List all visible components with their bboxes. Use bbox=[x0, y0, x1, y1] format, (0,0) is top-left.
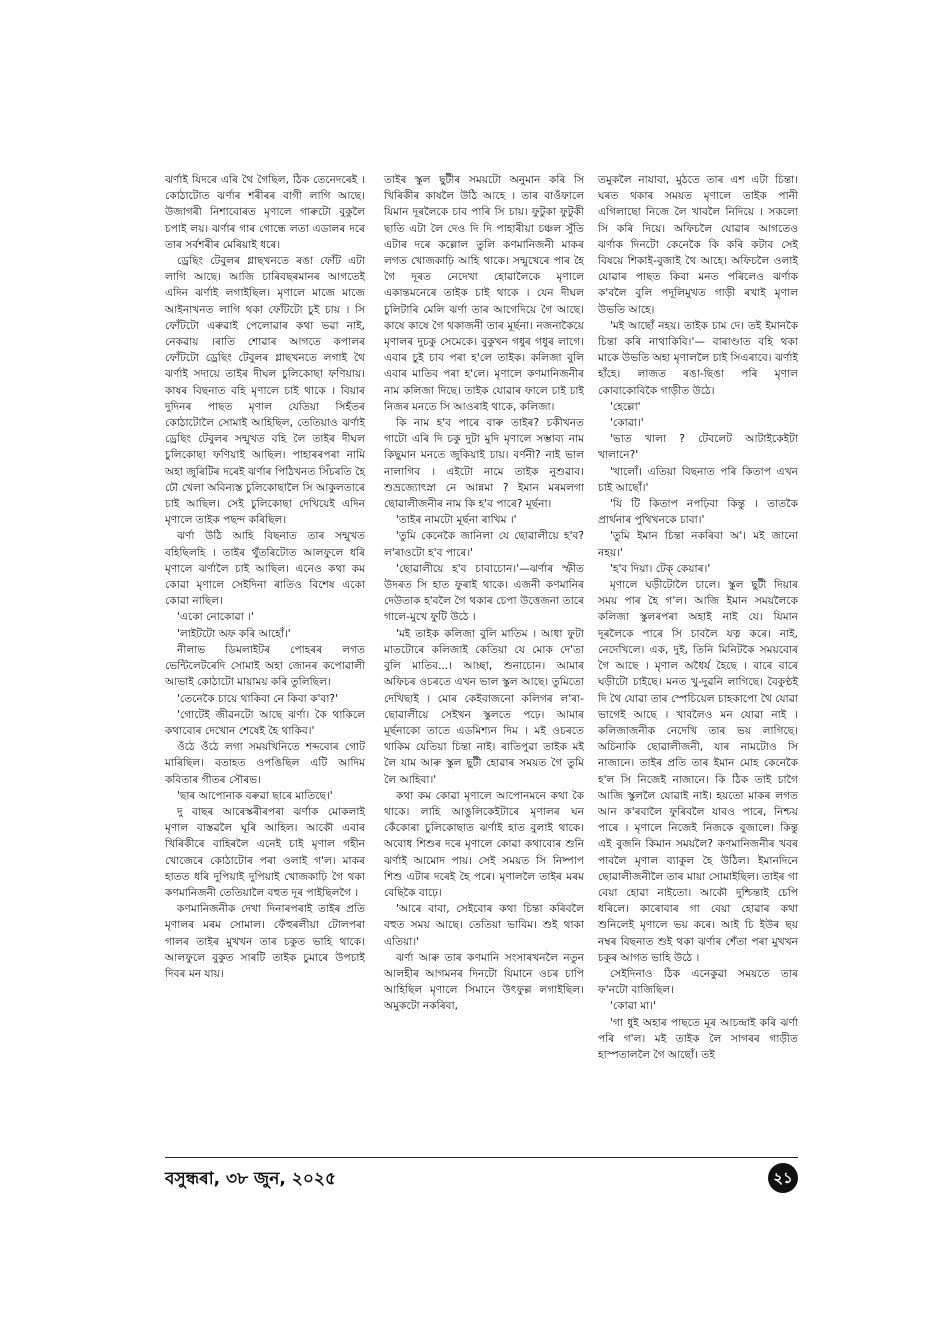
issue-date: ৩৮ জুন, ২০২৫ bbox=[226, 1169, 336, 1189]
article-paragraph: 'কোৱা মা।' bbox=[610, 1000, 656, 1013]
article-paragraph: 'ছাৰ আপোনাক বৰুৱা ছাৰে মাতিছে।' bbox=[177, 789, 333, 802]
magazine-name: বসুন্ধৰা, bbox=[165, 1169, 221, 1189]
article-paragraph: ড্ৰেছিং টেবুলৰ গ্লাছখনতে ৰঙা ফোঁট এটা লাগি আছে। আজি চাৰিবছৰমানৰ আগতেই এদিন ঝৰ্ণাই লগাইছিল। মৃণালে মাজে মাজে আইনাখনত লাগি থকা ফোঁটটো চুই চায় । সি ফোঁটটো এৰুৱাই পেলোৱাৰ কথা ভৱা নাই, নেকৱায় ।ৰাতি শোৱাৰ আগতে কপালৰ ফোঁটটো ড্ৰেছিং টেবুলৰ গ্লাছখনতে লগাই থৈ ঝৰ্ণাই সদায়ে তাইৰ দীঘল চুলিকোছা ফণিয়ায়। কাষৰ বিছনাত বহি মৃণালে চাই থাকে । বিয়াৰ দুদিনৰ পাছত মৃণাল যেতিয়া সিহঁতৰ কোঠাটোলৈ সোমাই আহিছিল, তেতিয়াও ঝৰ্ণাই ড্ৰেছিং টেবুলৰ সন্মুখত বহি লৈ তাইৰ দীঘল চুলিকোছা ফণিয়াই আছিল। পাহাৰৰপৰা নামি অহা জুৰিটিৰ দৰেই ঝৰ্ণাৰ পিঠিখনত সিঁচৰতি হৈ ঢৌ খেলা অবিন্যস্ত চুলিকোছালৈ সি আকুলতাৰে চাই আছিল। সেই চুলিকোছা দেখিয়েই এদিন মৃণালে তাইক পছন্দ কৰিছিল। bbox=[165, 255, 365, 527]
article-column-1 bbox=[165, 172, 365, 982]
article-paragraph: 'একো নোকোৱা ।' bbox=[177, 611, 254, 624]
article-paragraph: 'ছোৱালীয়ে হ'ব চাবাচোন।'—ঝৰ্ণাৰ স্ফীত উদৰত সি হাত ফুৰাই থাকে। এজনী কণমানিৰ দেউতাক হ'বলৈ গৈ থকাৰ চেপা উত্তেজনা তাৰে গালে-মুখে ফুটি উঠে । bbox=[384, 562, 584, 624]
article-paragraph: 'গা ধুই অহাৰ পাছতে মূৰ আচন্দ্ৰাই কৰি ঝৰ্ণা পৰি গ'ল। মই তাইক লৈ সাগৰৰ গাড়ীত হাস্পতাললৈ গৈ আছোঁ। তই bbox=[598, 1016, 798, 1061]
article-paragraph: 'তেনেকৈ চায়ে থাকিবা নে কিবা ক'বা?' bbox=[177, 692, 338, 705]
article-paragraph: কথা কম কোৱা মৃণালে আপোনমনে কথা কৈ থাকে। লাহি আঙুলিকেইটাৰে মৃণালৰ ঘন কেঁকোৰা চুলিকোছাত ঝৰ্ণাই হাত বুলাই থাকে। অবোধ শিশুৰ দৰে মৃণালে কোৱা কথাবোৰ শুনি ঝৰ্ণাই আমোদ পায়। সেই সময়ত সি নিষ্পাপ শিশু এটাৰ দৰেই হৈ পৰে। মৃণাললৈ তাইৰ মৰম বেছিকৈ বাঢ়ে। bbox=[384, 789, 584, 899]
article-paragraph: 'যি টি কিতাপ নপঢ়িবা কিন্তু । তাতকৈ প্ৰাৰ্থনাৰ পুথিখনকে চাবা।' bbox=[598, 498, 798, 527]
footer-credit bbox=[165, 1166, 336, 1194]
article-paragraph: 'কোৱা।' bbox=[610, 417, 644, 430]
article-paragraph: 'তুমি ইমান চিন্তা নকৰিবা অ'। মই জানো নহয়।' bbox=[598, 530, 798, 559]
footer-divider bbox=[165, 1157, 798, 1158]
article-paragraph: তমুকলৈ নাযাবা, মুঠতে তাৰ এশ এটা চিন্তা। ঘৰত থকাৰ সময়ত মৃণালে তাইক পানী এগিলাছো নিজে লৈ খাবলৈ নিদিয়ে । সকলো সি কৰি দিয়ে। অফিচলৈ যোৱাৰ আগতেও ঝৰ্ণাক দিনটো কেনেকৈ কি কৰি কটাব সেই বিষয়ে শিকাই-বুজাই থৈ আহে। অফিচলৈ ওলাই যোৱাৰ পাছত কিবা মনত পৰিলেও ঝৰ্ণাক ক'বলৈ বুলি পদূলিমুখত গাড়ী ৰখাই মৃণাল উভতি আহে। bbox=[598, 174, 798, 316]
page-number-badge: ২১ bbox=[768, 1163, 798, 1193]
article-paragraph: 'হ'ব দিয়া। টেক্ কেয়াৰ।' bbox=[610, 562, 711, 575]
article-paragraph: ঝৰ্ণা উঠি আহি বিছনাত তাৰ সন্মুখত বহিছিলহি । তাইৰ থুঁতৰিটোত আলফুলে ধৰি মৃণালে ঝৰ্ণালৈ চাই আছিল। এনেও কথা কম কোৱা মৃণালে সেইদিনা ৰাতিও বিশেষ একো কোৱা নাছিল। bbox=[165, 530, 365, 608]
article-paragraph: 'গোটেই জীৱনটো আছে ঝৰ্ণা। কৈ থাকিলে কথাবোৰ দেখোন শেষেই হৈ থাকিব।' bbox=[165, 708, 365, 737]
article-paragraph: সেইদিনাও ঠিক এনেকুৱা সময়তে তাৰ ফ'নটো বাজিছিল। bbox=[598, 967, 798, 997]
article-paragraph: কণমানিজনীক দেখা দিনাৰপৰাই তাইৰ প্ৰতি মৃণালৰ মৰম সোমাল। ফেঁহুৰলীয়া টোলপৰা গালৰ তাইৰ মুখখন তাৰ চকুত ভাহি থাকে। আলফুলে বুকুত সাৰটি তাইক চুমাৰে উপচাই দিবৰ মন যায়। bbox=[165, 903, 365, 980]
article-paragraph: 'খালোঁ। এতিয়া বিছনাত পৰি কিতাপ এখন চাই আছোঁ।' bbox=[598, 465, 798, 494]
article-paragraph: 'হেল্লো' bbox=[610, 400, 641, 413]
article-paragraph: ঝৰ্ণাই যিদৰে এৰি থৈ গৈছিল, ঠিক তেনেদৰেই । কোঠাটোত ঝৰ্ণাৰ শৰীৰৰ বাগী লাগি আছে। উজাগৰী নিশাবোৰত মৃণালে গাৰুটো বুকুলৈ চপাই লয়। ঝৰ্ণাৰ গাৰ গোন্ধে লতা এডালৰ দৰে তাৰ সৰ্বশৰীৰ মেৰিয়াই ধৰে। bbox=[165, 174, 365, 251]
article-paragraph: ঝৰ্ণা আৰু তাৰ কণমানি সংসাৰখনলৈ নতুন আলহীৰ আগমনৰ দিনটো যিমানে ওচৰ চাপি আহিছিল মৃণালে সিমানে উৎফুল্ল লগাইছিল। অমুকটো নকৰিবা, bbox=[384, 951, 584, 1013]
article-paragraph: 'লাইটটো অফ কৰি আহোঁ।' bbox=[177, 627, 291, 640]
article-paragraph: কি নাম হ'ব পাৰে বাৰু তাইৰ? চকীখনত গাটো এৰি দি চকু দুটা মুদি মৃণালে সম্ভাব্য নাম কিছুমান মনতে জুকিয়াই চায়। বৰ্ণনী? নাই ভাল নালাগিব । এইটো নামে তাইক নুশুৱাব। শুভ্ৰজ্যোৎস্না নে আন্নমা ? ইমান মৰমলগা ছোৱালীজনীৰ নাম কি হ'ব পাৰে? মূৰ্ছনা। bbox=[384, 417, 584, 511]
article-paragraph: মৃণালে ঘড়ীটোলৈ চালে। স্কুল ছুটী দিয়াৰ সময় পাৰ হৈ গ'ল। আজি ইমান সময়লৈকে কলিজা স্কুলৰপৰা অহাই নাই যে। যিমান দূৰলৈকে পাৰে সি চাবলৈ যত্ন কৰে। নাই, নেদেখিলে। এক, দুই, তিনি মিনিটকৈ সময়বোৰ গৈ আছে । মৃণাল অধৈৰ্য হৈছে । বাৰে বাৰে ঘড়ীটো চাইছে। মনত খু-দুৱনি লাগিছে। বৈকুণ্ঠই দি থৈ যোৱা তাৰ স্পেচিয়েল চাহকাপো থৈ যোৱা ভাগেই আছে । খাবলৈও মন যোৱা নাই । কলিজাজনীক নেদেখি তাৰ ভয় লাগিছে। অচিনাকি ছোৱালীজনী, যাৰ নামটোও সি নাজানে। তাইৰ প্ৰতি তাৰ ইমান মোহ কেনেকৈ হ'ল সি নিজেই নাজানে। কি ঠিক তাই চাগৈ আজি স্কুললৈ যোৱাই নাই। হয়তো মাকৰ লগত আন ক'ৰবালৈ ফুৰিবলৈ যাবও পাৰে, নিশ্চয় পাৰে । মৃণালে নিজেই নিজকে বুজালে। কিন্তু এই বুজনি কিমান সময়লৈ? কণমানিজনীৰ খবৰ পাবলৈ মৃণাল ব্যাকুল হৈ উঠিল। ইমানদিনে ছোৱালীজনীলৈ তাৰ মায়া সোমাইছিল। তাইৰ গা বেয়া হোৱা নাইতো। আকৌ দুশ্চিন্তাই চেপি ধৰিলে। কাৰোবাৰ গা বেয়া হোৱাৰ কথা শুনিলেই মৃণালে ভয় কৰে। আই চি ইউৰ ছয় নম্বৰ বিছনাত শুই থকা ঝৰ্ণাৰ শেঁতা পৰা মুখখন চকুৰ আগত ভাহি উঠে । bbox=[598, 579, 798, 964]
article-paragraph: 'মই তাইক কলিজা বুলি মাতিম । আধা ফুটা মাতটোৰে কলিজাই কেতিয়া যে মোক দে'তা বুলি মাতিব...। আচ্ছা, শুনাচোন। আমাৰ অফিচৰ ওচৰতে এখন ভাল স্কুল আছে। তুমিতো দেখিছাই । মোৰ কেইবাজনো কলিগৰ ল'ৰা-ছোৱালীয়ে সেইখন স্কুলতে পঢ়ে। আমাৰ মূৰ্ছনাকো তাতে এডমিশ্যন দিম । মই ওচৰতে থাকিম যেতিয়া চিন্তা নাই। ৰাতিপুৱা তাইক মই লৈ যাম আৰু স্কুল ছুটী হোৱাৰ সময়ত গৈ তুমি লৈ আহিবা।' bbox=[384, 627, 584, 786]
article-column-2 bbox=[384, 172, 584, 1015]
article-paragraph: ওঁঠে ওঁঠে লগা সময়খিনিতে শব্দবোৰ গোট মাৰিছিল। বতাহত ওপঙিছিল এটি আদিম কবিতাৰ গীতৰ সৌৰভ। bbox=[165, 741, 365, 786]
article-paragraph: তাইৰ স্কুল ছুটীৰ সময়টো অনুমান কৰি সি খিৰিকীৰ কাষলৈ উঠি আহে । তাৰ বাওঁফালে যিমান দূৰলৈকে চাব পাৰি সি চায়। ফুটুকা ফুটুকী ছাতি এটা লৈ দেও দি দি পাহাৰীয়া চঞ্চল সুঁতি এটাৰ দৰে কল্লোল তুলি কণমানিজনী মাকৰ লগত খোজকাঢ়ি আহি থাকে। সন্মুখেৰে পাৰ হৈ গৈ দূৰত নেদেখা হোৱালৈকে মৃণালে একান্তমনেৰে তাইক চাই থাকে । যেন দীঘল চুলিটাৰি মেলি ঝৰ্ণা তাৰ আগেদিয়ে গৈ আছে। কাষে কাষে গৈ থকাজনী তাৰ মূৰ্ছনা। নজনাকৈয়ে মৃণালৰ দুচকু সেমেকে। বুকুখন গধুৰ গধুৰ লাগে। এবাৰ চুই চাব পৰা হ'লে তাইক। কলিজা বুলি এবাৰ মাতিব পৰা হ'লে। মৃণালে কণমানিজনীৰ নাম কলিজা দিছে। তাইক যোৱাৰ ফালে চাই চাই নিজৰ মনতে সি আওৰাই থাকে, কলিজা। bbox=[384, 174, 584, 413]
article-paragraph: 'ভাত খালা ? টেবলেট আটাইকেইটা খালানে?' bbox=[598, 433, 798, 462]
article-paragraph: নীলাভ ডিমলাইটৰ পোহৰৰ লগত ভেন্টিলেটৰেদি সোমাই অহা জোনৰ কপোৱালী আভাই কোঠাটো মায়াময় কৰি তুলিছিল। bbox=[165, 643, 365, 689]
article-paragraph: 'আৰে বাবা, সেইবোৰ কথা চিন্তা কৰিবলৈ বহুত সময় আছে। তেতিয়া ভাবিম। শুই থাকা এতিয়া।' bbox=[384, 903, 584, 948]
article-paragraph: 'তাইৰ নামটো মূৰ্ছনা ৰাখিম ।' bbox=[396, 514, 517, 527]
article-paragraph: 'মই আছোঁ নহয়। তাইক চাম দে। তই ইমানকৈ চিন্তা কৰি নাথাকিবি।'— বাৰাণ্ডাত বহি থকা মাকে উভতি অহা মৃণাললৈ চাই সিএৰাবে। ঝৰ্ণাই হাঁহে। লাজত ৰঙা-ছিঙা পৰি মৃণাল কোবাকোবিকৈ গাড়ীত উঠে। bbox=[598, 319, 798, 397]
article-column-3 bbox=[598, 172, 798, 1063]
article-paragraph: দু বাছৰ আৰেস্কৰীৰপৰা ঝৰ্ণাক মোকলাই মৃণাল বাস্তৱলৈ ঘূৰি আহিল। আকৌ এবাৰ খিৰিকীৰে বাহিৰলৈ এনেই চাই মৃণাল গহীন খোজেৰে কোঠাটোৰ পৰা ওলাই গ'ল। মাকৰ হাতত ধৰি দুপিয়াই দুপিয়াই খোজকাঢ়ি গৈ থকা কণমানিজনী তেতিয়ালৈ বহুত দূৰ পাইছিলগৈ । bbox=[165, 805, 365, 899]
article-paragraph: 'তুমি কেনেকৈ জানিলা যে ছোৱালীয়ে হ'ব? ল'ৰাওটো হ'ব পাৰে।' bbox=[384, 530, 584, 559]
